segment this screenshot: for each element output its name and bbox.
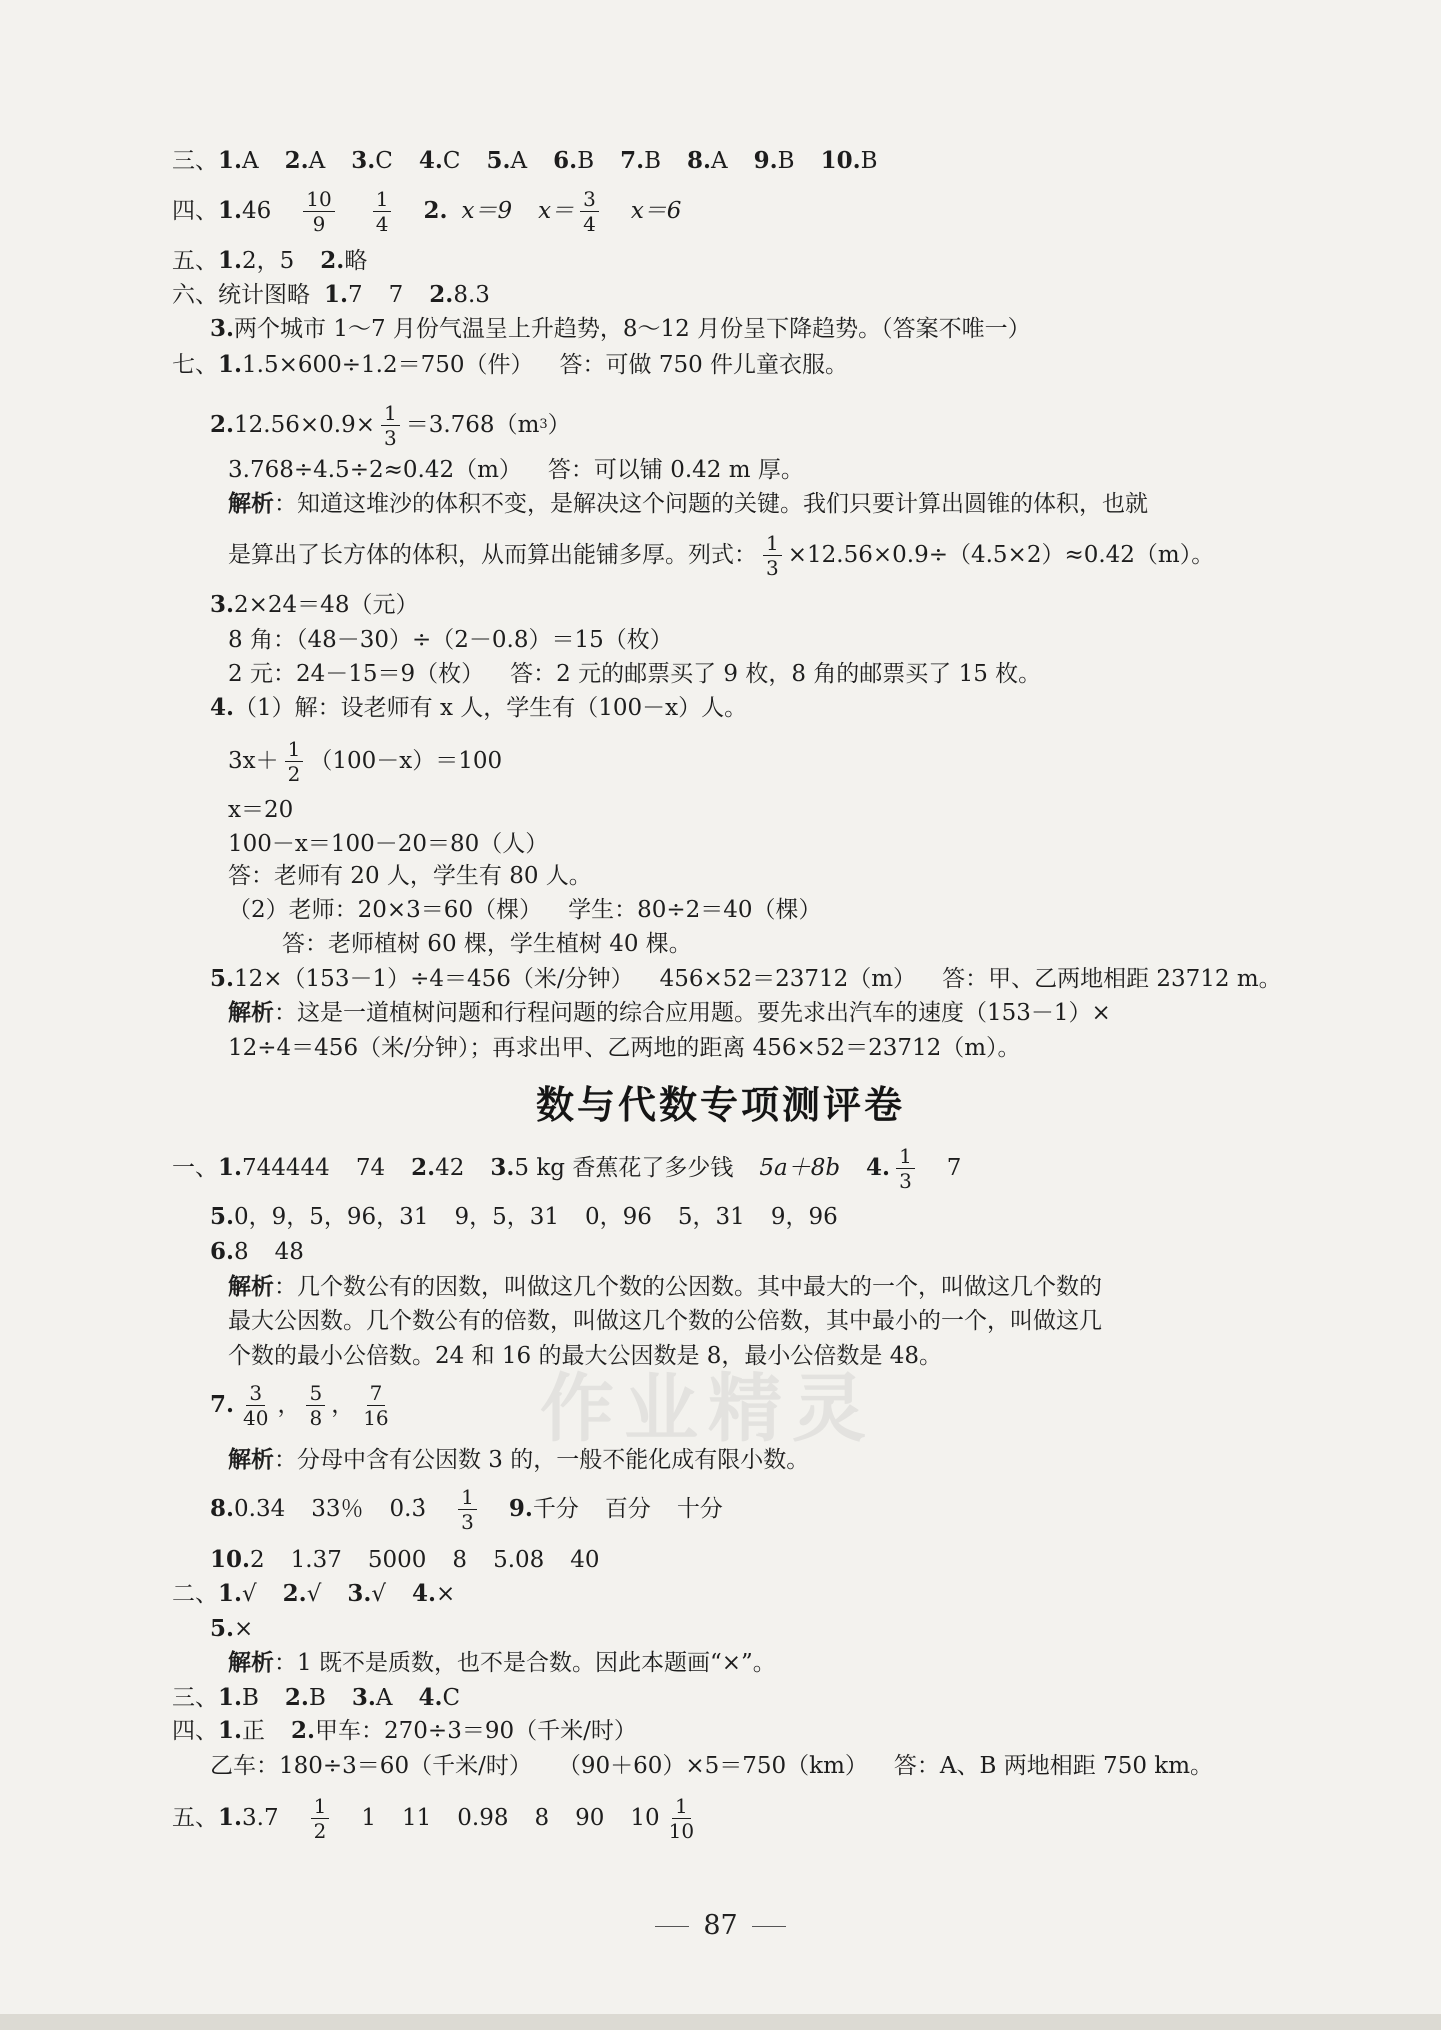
item-number: 1. [218, 1717, 243, 1744]
line-section6-item3 [210, 314, 1031, 344]
answer: 3.7 [242, 1805, 279, 1831]
line-analysis-item6-2 [228, 1306, 1102, 1336]
line-section7-item2-volume [210, 392, 571, 458]
answer: 9，96 [770, 1204, 838, 1230]
answer: 40 [570, 1547, 600, 1573]
numerator: 1 [896, 1144, 915, 1169]
answer-sentence: 答：2 元的邮票买了 9 枚，8 角的邮票买了 15 枚。 [510, 661, 1042, 687]
fraction [896, 1144, 915, 1193]
item-number: 5. [210, 965, 235, 992]
line-section7-item3-step3 [228, 659, 1041, 689]
line-part2-items1-4 [172, 1579, 455, 1609]
item-number: 1. [324, 281, 349, 308]
analysis-text: ：1 既不是质数，也不是合数。因此本题画“×”。 [274, 1650, 776, 1676]
answer: 0.3̇ [389, 1496, 427, 1522]
line-section7-item4 [210, 693, 747, 723]
item-number: 3. [347, 1580, 372, 1607]
fraction [240, 1381, 271, 1430]
answer: 33％ [311, 1496, 364, 1522]
answer: 0，96 [585, 1204, 652, 1230]
line-section7-item4-students [228, 829, 548, 859]
denominator: 2 [313, 1818, 327, 1843]
item-number: 1. [218, 147, 243, 174]
answer: B [242, 1685, 259, 1711]
equation: 乙车：180÷3＝60（千米/时） [210, 1753, 532, 1779]
answer: 百分 [604, 1496, 651, 1522]
equation: ） [547, 412, 571, 438]
analysis-label: 解析 [228, 1273, 274, 1300]
item-number: 7. [620, 147, 645, 174]
analysis-text: ×12.56×0.9÷（4.5×2）≈0.42（m）。 [787, 542, 1215, 568]
line-part1-items1-4 [172, 1135, 961, 1201]
line-analysis-2 [228, 522, 1214, 588]
item-number: 5. [210, 1203, 235, 1230]
item-number: 3. [351, 1684, 376, 1711]
fraction [285, 737, 304, 786]
equation: 3x＋ [228, 748, 279, 774]
page-number [0, 1910, 1441, 1941]
answer: 8 [234, 1239, 249, 1265]
separator: ， [277, 1392, 301, 1418]
separator: ， [331, 1392, 355, 1418]
denominator: 40 [243, 1405, 269, 1430]
line-section7-item3 [210, 590, 418, 620]
line-section7-item4-solve [228, 795, 293, 825]
item-number: 3. [351, 147, 376, 174]
equation: 8 角：（48－30）÷（2－0.8）＝15（枚） [228, 627, 673, 653]
analysis-text: ：这是一道植树问题和行程问题的综合应用题。要先求出汽车的速度（153－1）× [274, 1000, 1111, 1026]
analysis-label: 解析 [228, 999, 274, 1026]
section-label: 一、 [172, 1155, 218, 1181]
item-number: 10. [210, 1546, 251, 1573]
answer-sentence: 答：A、B 两地相距 750 km。 [893, 1753, 1214, 1779]
numerator: 1 [311, 1794, 330, 1819]
analysis-label: 解析 [228, 1446, 274, 1473]
watermark: 作业精灵 [540, 1366, 876, 1452]
item-number: 1. [218, 1154, 243, 1181]
numerator: 1 [285, 737, 304, 762]
item-number: 1. [218, 197, 243, 224]
line-section7-item4-part2 [228, 895, 822, 925]
dash-left [655, 1926, 689, 1927]
denominator: 3 [383, 425, 397, 450]
equation: （1）解：设老师有 x 人，学生有（100－x）人。 [234, 695, 748, 721]
answer: 7 [946, 1155, 962, 1181]
section-label: 二、 [172, 1581, 218, 1607]
item-number: 2. [429, 281, 454, 308]
analysis-text: ：知道这堆沙的体积不变，是解决这个问题的关键。我们只要计算出圆锥的体积，也就 [274, 491, 1148, 517]
answer: C [442, 1685, 461, 1711]
answer: 1 [361, 1805, 376, 1831]
answer: 5 kg 香蕉花了多少钱 [514, 1155, 734, 1181]
answer: × [436, 1581, 456, 1607]
answer: 0.98 [457, 1805, 509, 1831]
answer: 46 [242, 198, 272, 224]
answer: 两个城市 1～7 月份气温呈上升趋势，8～12 月份呈下降趋势。（答案不唯一） [234, 316, 1031, 342]
item-number: 9. [753, 147, 778, 174]
answer-sentence: 答：老师有 20 人，学生有 80 人。 [228, 863, 592, 889]
line-section5-answers [172, 246, 367, 276]
line-section7-item1 [172, 350, 848, 380]
answer: x＝6 [630, 198, 682, 224]
item-number: 2. [210, 411, 235, 438]
line-analysis-item5-2 [228, 1033, 1021, 1063]
answer: × [234, 1616, 254, 1642]
denominator: 16 [363, 1405, 389, 1430]
answer: 8.3 [453, 282, 490, 308]
item-number: 2. [284, 1684, 309, 1711]
answer: √ [306, 1581, 322, 1607]
line-part2-item5 [210, 1614, 253, 1644]
line-part3-answers [172, 1683, 460, 1713]
section-label: 七、 [172, 352, 218, 378]
line-analysis-1 [228, 489, 1148, 519]
line-section6-answers [172, 280, 490, 310]
equation: 3.768÷4.5÷2≈0.42（m） [228, 457, 522, 483]
equation: 学生：80÷2＝40（棵） [568, 897, 822, 923]
analysis-text: ：分母中含有公因数 3 的，一般不能化成有限小数。 [274, 1447, 810, 1473]
section-title: 数与代数专项测评卷 [535, 1083, 905, 1127]
analysis-label: 解析 [228, 490, 274, 517]
line-section7-item4-equation [228, 728, 502, 794]
numerator: 5 [306, 1381, 325, 1406]
line-analysis-item6-1 [228, 1272, 1102, 1302]
denominator: 4 [375, 211, 389, 236]
answer: C [442, 148, 461, 174]
answer: A [308, 148, 326, 174]
answer: 10 [630, 1805, 660, 1831]
fraction [381, 401, 400, 450]
answer: A [510, 148, 528, 174]
answer: √ [371, 1581, 387, 1607]
section-label: 四、 [172, 1718, 218, 1744]
answer: 42 [435, 1155, 465, 1181]
item-number: 4. [866, 1154, 891, 1181]
equation: （2）老师：20×3＝60（棵） [228, 897, 543, 923]
item-number: 4. [210, 694, 235, 721]
answer: 8 [452, 1547, 468, 1573]
line-section7-item4-part2-answer [282, 929, 692, 959]
fraction [311, 1794, 330, 1843]
line-analysis-part2-item5 [228, 1648, 776, 1678]
line-part4-item2-cont [210, 1751, 1213, 1781]
line-part1-item5 [210, 1202, 838, 1232]
answer: A [375, 1685, 393, 1711]
item-number: 1. [218, 247, 243, 274]
item-number: 4. [418, 1684, 443, 1711]
answer: B [577, 148, 595, 174]
line-part4-items1-2 [172, 1716, 637, 1746]
item-number: 3. [210, 591, 235, 618]
numerator: 3 [246, 1381, 265, 1406]
analysis-text: 最大公因数。几个数公有的倍数，叫做这几个数的公倍数，其中最小的一个，叫做这几 [228, 1308, 1102, 1334]
answer: 7 [388, 282, 404, 308]
answer: 5，31 [677, 1204, 745, 1230]
fraction [373, 187, 392, 236]
page-number-text: 87 [703, 1910, 738, 1941]
equation: （90＋60）×5＝750（km） [557, 1753, 868, 1779]
item-number: 2. [411, 1154, 436, 1181]
answer: 90 [575, 1805, 605, 1831]
item-number: 4. [418, 147, 443, 174]
item-number: 6. [210, 1238, 235, 1265]
denominator: 9 [312, 211, 326, 236]
analysis-text: 12÷4＝456（米/分钟）；再求出甲、乙两地的距离 456×52＝23712（m）。 [228, 1035, 1021, 1061]
section-label: 三、 [172, 148, 218, 174]
answer-sentence: 答：老师植树 60 棵，学生植树 40 棵。 [282, 931, 692, 957]
fraction [458, 1485, 477, 1534]
answer: 48 [274, 1239, 304, 1265]
section-label: 五、 [172, 1805, 218, 1831]
item-number: 2. [423, 197, 448, 224]
item-number: 3. [210, 315, 235, 342]
numerator: 1 [763, 531, 782, 556]
section-label: 六、统计图略 [172, 282, 310, 308]
item-number: 1. [218, 1804, 243, 1831]
numerator: 1 [458, 1485, 477, 1510]
answer: A [711, 148, 728, 174]
answer: 5a＋8b [759, 1155, 841, 1181]
item-number: 1. [218, 1580, 243, 1607]
item-number: 4. [412, 1580, 437, 1607]
answer: 7 [348, 282, 363, 308]
line-part1-item10 [210, 1545, 600, 1575]
answer: 略 [344, 248, 368, 274]
line-part5-item1 [172, 1785, 703, 1851]
denominator: 2 [287, 761, 301, 786]
answer: A [242, 148, 259, 174]
line-part1-items8-9 [210, 1476, 723, 1542]
line-section7-item4-answer [228, 861, 592, 891]
item-number: 2. [291, 1717, 316, 1744]
equation: ＝3.768（m [405, 412, 540, 438]
item-number: 9. [508, 1495, 533, 1522]
equation: 12.56×0.9× [234, 412, 375, 438]
denominator: 3 [899, 1168, 912, 1193]
item-number: 1. [218, 351, 243, 378]
answer: 千分 [532, 1496, 579, 1522]
line-section7-item5 [210, 964, 1282, 994]
answer: 8 [534, 1805, 550, 1831]
fraction [580, 187, 599, 236]
answer: 74 [355, 1155, 386, 1181]
answer: 9，5，31 [454, 1204, 559, 1230]
equation: 456×52＝23712（m） [659, 966, 917, 992]
equation: （100－x）＝100 [309, 748, 503, 774]
line-section4-answers [172, 178, 681, 244]
line-section7-item2-thickness [228, 455, 804, 485]
line-part1-item7 [210, 1372, 398, 1438]
answer: x＝9 [461, 198, 513, 224]
answer: B [308, 1685, 326, 1711]
denominator: 4 [583, 211, 596, 236]
answer-sentence: 答：甲、乙两地相距 23712 m。 [942, 966, 1282, 992]
numerator: 3 [580, 187, 599, 212]
answer: 0.34 [234, 1496, 286, 1522]
answer: C [375, 148, 393, 174]
numerator: 7 [367, 1381, 386, 1406]
exponent: 3 [539, 417, 548, 432]
section-label: 四、 [172, 198, 218, 224]
equation: 12×（153－1）÷4＝456（米/分钟） [234, 966, 634, 992]
answer: 11 [401, 1805, 432, 1831]
line-section7-item3-step2 [228, 625, 673, 655]
answer: 十分 [676, 1496, 723, 1522]
answer: x＝ [538, 198, 575, 224]
fraction [666, 1794, 697, 1843]
answer-sentence: 答：可以铺 0.42 m 厚。 [547, 457, 804, 483]
fraction [303, 187, 334, 236]
item-number: 3. [490, 1154, 515, 1181]
analysis-text: 个数的最小公倍数。24 和 16 的最大公因数是 8，最小公倍数是 48。 [228, 1343, 942, 1369]
numerator: 1 [373, 187, 392, 212]
item-number: 5. [210, 1615, 235, 1642]
line-section3-answers [172, 146, 878, 176]
equation: 甲车：270÷3＝90（千米/时） [315, 1718, 637, 1744]
equation: 100－x＝100－20＝80（人） [228, 831, 549, 857]
answer: √ [242, 1581, 257, 1607]
item-number: 5. [486, 147, 511, 174]
fraction [763, 531, 782, 580]
section-label: 五、 [172, 248, 218, 274]
numerator: 1 [381, 401, 400, 426]
answer: 5000 [367, 1547, 427, 1573]
numerator: 10 [303, 187, 334, 212]
fraction [306, 1381, 325, 1430]
denominator: 3 [766, 555, 779, 580]
section-label: 三、 [172, 1685, 218, 1711]
item-number: 6. [553, 147, 578, 174]
equation: 2×24＝48（元） [234, 592, 419, 618]
line-part1-item6 [210, 1237, 304, 1267]
analysis-label: 解析 [228, 1649, 274, 1676]
item-number: 2. [284, 147, 309, 174]
answer-sentence: 答：可做 750 件儿童衣服。 [559, 352, 849, 378]
item-number: 1. [218, 1684, 243, 1711]
answer: B [644, 148, 662, 174]
answer: 2，5 [242, 248, 295, 274]
item-number: 2. [320, 247, 345, 274]
numerator: 1 [672, 1794, 691, 1819]
equation: 1.5×600÷1.2＝750（件） [242, 352, 534, 378]
dash-right [752, 1926, 786, 1927]
denominator: 8 [309, 1405, 323, 1430]
denominator: 3 [461, 1509, 474, 1534]
answer: 正 [242, 1718, 266, 1744]
analysis-text: 是算出了长方体的体积，从而算出能铺多厚。列式： [228, 542, 757, 568]
answer: B [777, 148, 795, 174]
answer: 5.08 [493, 1547, 545, 1573]
answer: 0，9，5，96，31 [234, 1204, 429, 1230]
analysis-text: ：几个数公有的因数，叫做这几个数的公因数。其中最大的一个，叫做这几个数的 [274, 1274, 1102, 1300]
answer: 744444 [242, 1155, 330, 1181]
fraction [360, 1381, 391, 1430]
item-number: 8. [210, 1495, 235, 1522]
item-number: 8. [687, 147, 712, 174]
denominator: 10 [668, 1818, 695, 1843]
answer: 1.37 [290, 1547, 342, 1573]
page-bottom-edge [0, 2014, 1441, 2030]
equation: x＝20 [228, 797, 294, 823]
item-number: 7. [210, 1391, 235, 1418]
answer: 2 [250, 1547, 265, 1573]
answer: B [860, 148, 878, 174]
item-number: 2. [282, 1580, 307, 1607]
line-analysis-item5-1 [228, 998, 1111, 1028]
item-number: 10. [820, 147, 861, 174]
equation: 2 元：24－15＝9（枚） [228, 661, 485, 687]
